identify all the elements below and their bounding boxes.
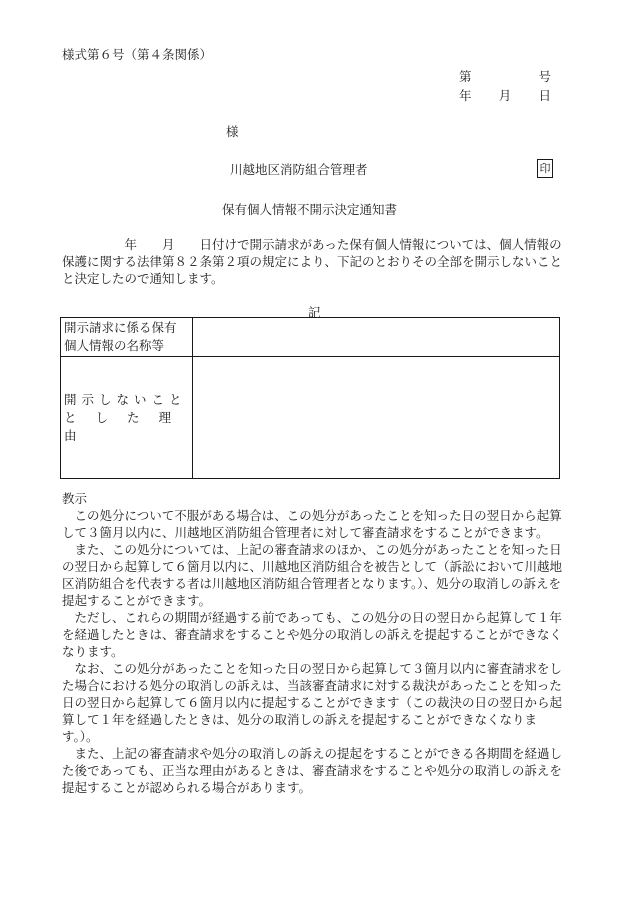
- instructions-body: [62, 507, 567, 796]
- body-paragraph: 年 月 日付けで開示請求があった保有個人情報については、個人情報の保護に関する法律第８２条第２項の規定により、下記のとおりその全部を開示しないことと決定したので通知します。: [62, 237, 563, 286]
- reason-value[interactable]: [193, 357, 560, 479]
- ki-label: 記: [308, 305, 321, 320]
- info-name-label-line2: 個人情報の名称等: [64, 338, 165, 353]
- instruction-paragraph: また、上記の審査請求や処分の取消しの訴えの提起をすることができる各期間を経過した後であっても、正当な理由があるときは、審査請求をすることや処分の取消しの訴えを提起することが認められる場合があります。: [62, 746, 563, 795]
- instructions-heading: 教示: [62, 491, 88, 506]
- sender-name: 川越地区消防組合管理者: [230, 162, 368, 177]
- number-prefix: 第: [459, 69, 472, 84]
- form-number: 様式第６号（第４条関係）: [62, 47, 213, 62]
- instruction-paragraph: ただし、これらの期間が経過する前であっても、この処分の日の翌日から起算して１年を経過したときは、審査請求をすることや処分の取消しの訴えを提起することができなくなります。: [62, 610, 563, 659]
- date-line: [459, 87, 551, 104]
- addressee-honorific: 様: [226, 124, 239, 139]
- instruction-paragraph: なお、この処分があったことを知った日の翌日から起算して３箇月以内に審査請求をした場合における処分の取消しの訴えは、当該審査請求に対する裁決があったことを知った日の翌日から起算して６箇月以内に提起することができます（この裁決の日の翌日から起算して１年を経過したときは、処分の取消しの訴えを提起することができなくなります。）。: [62, 661, 563, 744]
- info-name-value[interactable]: [193, 318, 560, 357]
- record-table: [60, 317, 560, 479]
- date-month: 月: [498, 88, 512, 103]
- info-name-label-line1: 開示請求に係る保有: [64, 320, 177, 335]
- reason-label: [61, 357, 193, 479]
- date-day: 日: [538, 88, 551, 103]
- seal-mark: 印: [537, 159, 553, 178]
- reason-label-line1: 開示しないこと: [64, 391, 187, 407]
- number-suffix: 号: [538, 69, 551, 84]
- document-title: 保有個人情報不開示決定通知書: [222, 202, 398, 217]
- instruction-paragraph: この処分について不服がある場合は、この処分があったことを知った日の翌日から起算して３箇月以内に、川越地区消防組合管理者に対して審査請求をすることができます。: [62, 508, 562, 540]
- info-name-label: [61, 318, 193, 357]
- instruction-paragraph: また、この処分については、上記の審査請求のほか、この処分があったことを知った日の翌日から起算して６箇月以内に、川越地区消防組合を被告として（訴訟において川越地区消防組合を代表する者は川越地区消防組合管理者となります。）、処分の取消しの訴えを提起することができます。: [62, 542, 563, 608]
- document-number-line: [459, 68, 551, 85]
- table-row: [61, 357, 560, 479]
- table-row: [61, 318, 560, 357]
- date-year: 年: [459, 88, 472, 103]
- reason-label-line2: とした理由: [64, 409, 191, 443]
